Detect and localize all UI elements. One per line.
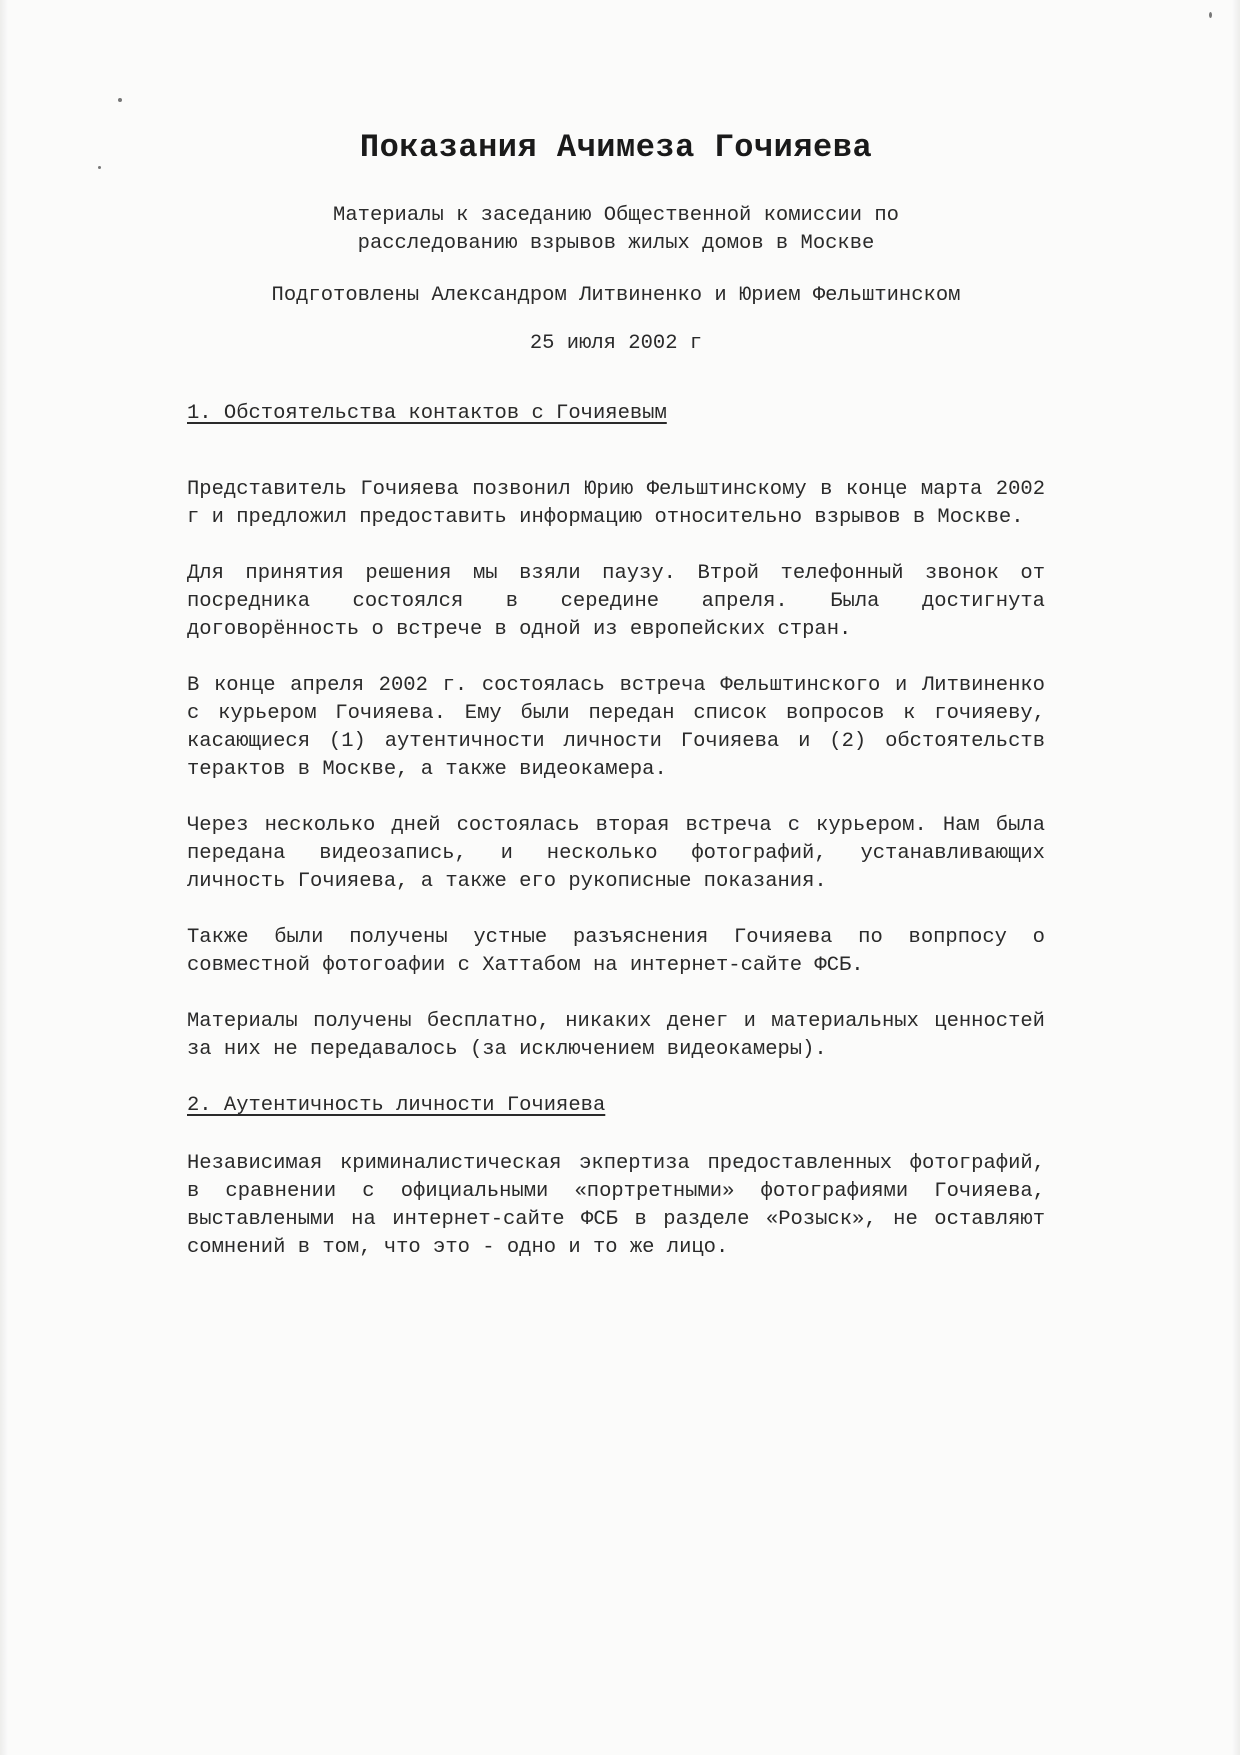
subtitle-line: Материалы к заседанию Общественной комиссии по bbox=[333, 204, 899, 227]
section-heading: 2. Аутентичность личности Гочияева bbox=[187, 1094, 606, 1117]
paragraph: Через несколько дней состоялась вторая встреча с курьером. Нам была передана видеозапись, и несколько фотографий, устанавливающих личность Гочияева, а также его рукописные показания. bbox=[187, 814, 1045, 893]
subtitle-line: расследованию взрывов жилых домов в Москве bbox=[357, 232, 875, 255]
scan-speck bbox=[118, 98, 122, 102]
paragraph: Независимая криминалистическая экпертиза предоставленных фотографий, в сравнении с официальными «портретными» фотографиями Гочияева, выставлеными на интернет-сайте ФСБ в разделе «Розыск», не оставляют сомнений в том, что это - одно и то же лицо. bbox=[187, 1152, 1045, 1259]
scan-speck bbox=[98, 166, 101, 169]
document-authors: Подготовлены Александром Литвиненко и Юрием Фельштинском bbox=[271, 284, 961, 307]
document-date: 25 июля 2002 г bbox=[529, 332, 703, 355]
paragraph: Для принятия решения мы взяли паузу. Втрой телефонный звонок от посредника состоялся в середине апреля. Была достигнута договорённость о встрече в одной из европейских стран. bbox=[187, 562, 1045, 641]
scan-speck bbox=[1209, 12, 1212, 18]
document-title: Показания Ачимеза Гочияева bbox=[359, 129, 873, 166]
paragraph: Материалы получены бесплатно, никаких денег и материальных ценностей за них не передавалось (за исключением видеокамеры). bbox=[187, 1010, 1045, 1061]
document-subtitle bbox=[187, 202, 1045, 258]
paragraph: Также были получены устные разъяснения Гочияева по вопрпосу о совместной фотогоафии с Хаттабом на интернет-сайте ФСБ. bbox=[187, 926, 1045, 977]
scan-edge-left bbox=[0, 0, 8, 1755]
document-content bbox=[187, 128, 1045, 1290]
scan-edge-right bbox=[1232, 0, 1240, 1755]
section-heading: 1. Обстоятельства контактов с Гочияевым bbox=[187, 402, 667, 425]
paragraph: В конце апреля 2002 г. состоялась встреча Фельштинского и Литвиненко с курьером Гочияева. Ему были передан список вопросов к гочияеву, касающиеся (1) аутентичности личности Гочияева и (2) обстоятельств терактов в Москве, а также видеокамера. bbox=[187, 674, 1045, 781]
paragraph: Представитель Гочияева позвонил Юрию Фельштинскому в конце марта 2002 г и предложил предоставить информацию относительно взрывов в Москве. bbox=[187, 478, 1045, 529]
